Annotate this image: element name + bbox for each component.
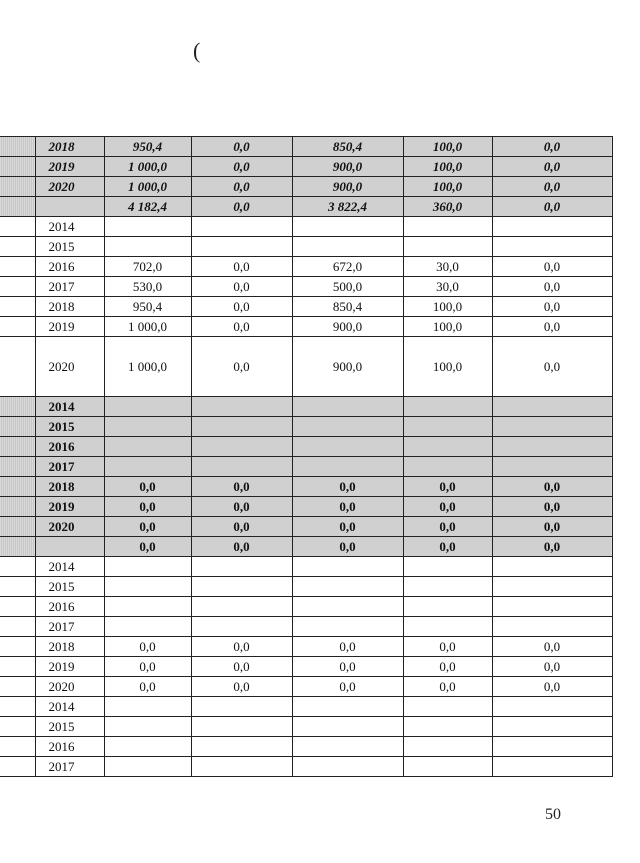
value-cell [191, 577, 292, 597]
value-cell [191, 557, 292, 577]
row-label-cell [0, 177, 35, 197]
row-label-cell [0, 697, 35, 717]
table-row [0, 217, 612, 237]
value-cell [191, 437, 292, 457]
value-cell: 0,0 [492, 317, 612, 337]
value-cell: 0,0 [492, 257, 612, 277]
value-cell: 0,0 [492, 177, 612, 197]
value-cell: 0,0 [492, 677, 612, 697]
value-cell [191, 237, 292, 257]
opening-parenthesis: ( [193, 38, 201, 63]
year-cell: 2016 [35, 737, 104, 757]
value-cell [492, 237, 612, 257]
year-cell: 2018 [35, 477, 104, 497]
table-row [0, 617, 612, 637]
value-cell: 702,0 [104, 257, 191, 277]
table-row [0, 497, 612, 517]
value-cell [191, 717, 292, 737]
year-cell [35, 537, 104, 557]
value-cell [403, 717, 492, 737]
year-cell: 2020 [35, 517, 104, 537]
value-cell [191, 217, 292, 237]
value-cell [292, 237, 403, 257]
value-cell: 30,0 [403, 257, 492, 277]
value-cell [104, 397, 191, 417]
row-label-cell [0, 237, 35, 257]
year-cell: 2020 [35, 677, 104, 697]
value-cell: 0,0 [292, 517, 403, 537]
value-cell [492, 457, 612, 477]
value-cell: 0,0 [191, 337, 292, 397]
value-cell: 100,0 [403, 157, 492, 177]
value-cell: 1 000,0 [104, 177, 191, 197]
value-cell: 0,0 [191, 637, 292, 657]
value-cell [292, 557, 403, 577]
value-cell [492, 717, 612, 737]
value-cell: 100,0 [403, 337, 492, 397]
value-cell [104, 697, 191, 717]
value-cell: 0,0 [104, 497, 191, 517]
value-cell: 0,0 [104, 537, 191, 557]
row-label-cell [0, 657, 35, 677]
value-cell: 0,0 [292, 477, 403, 497]
value-cell: 0,0 [492, 297, 612, 317]
table-row [0, 317, 612, 337]
value-cell: 0,0 [403, 537, 492, 557]
budget-table-fragment [0, 136, 612, 777]
value-cell: 1 000,0 [104, 337, 191, 397]
value-cell: 0,0 [403, 477, 492, 497]
value-cell [492, 697, 612, 717]
row-label-cell [0, 397, 35, 417]
value-cell: 0,0 [292, 637, 403, 657]
year-cell: 2016 [35, 597, 104, 617]
value-cell: 0,0 [191, 297, 292, 317]
value-cell: 0,0 [104, 477, 191, 497]
value-cell [492, 757, 612, 777]
value-cell: 0,0 [492, 137, 612, 157]
value-cell [492, 417, 612, 437]
value-cell [292, 417, 403, 437]
value-cell [292, 437, 403, 457]
table-row [0, 557, 612, 577]
value-cell [403, 457, 492, 477]
value-cell [104, 557, 191, 577]
value-cell: 0,0 [492, 537, 612, 557]
value-cell [403, 557, 492, 577]
value-cell [292, 597, 403, 617]
row-label-cell [0, 617, 35, 637]
value-cell: 1 000,0 [104, 157, 191, 177]
value-cell: 0,0 [292, 657, 403, 677]
value-cell: 0,0 [104, 517, 191, 537]
year-cell: 2018 [35, 637, 104, 657]
table-row [0, 297, 612, 317]
value-cell: 900,0 [292, 317, 403, 337]
value-cell [191, 737, 292, 757]
row-label-cell [0, 477, 35, 497]
value-cell: 530,0 [104, 277, 191, 297]
value-cell [191, 397, 292, 417]
year-cell: 2015 [35, 577, 104, 597]
row-label-cell [0, 637, 35, 657]
year-cell [35, 197, 104, 217]
row-label-cell [0, 157, 35, 177]
table-row [0, 757, 612, 777]
table-row [0, 257, 612, 277]
value-cell: 0,0 [403, 657, 492, 677]
value-cell [104, 617, 191, 637]
year-cell: 2020 [35, 337, 104, 397]
value-cell: 30,0 [403, 277, 492, 297]
value-cell: 0,0 [492, 517, 612, 537]
row-label-cell [0, 757, 35, 777]
year-cell: 2017 [35, 457, 104, 477]
year-cell: 2014 [35, 397, 104, 417]
value-cell: 360,0 [403, 197, 492, 217]
value-cell [104, 237, 191, 257]
value-cell: 0,0 [492, 477, 612, 497]
value-cell [104, 417, 191, 437]
value-cell [292, 217, 403, 237]
year-cell: 2017 [35, 757, 104, 777]
value-cell [403, 217, 492, 237]
value-cell [191, 417, 292, 437]
row-label-cell [0, 717, 35, 737]
value-cell [191, 757, 292, 777]
value-cell [403, 237, 492, 257]
row-label-cell [0, 277, 35, 297]
value-cell [292, 757, 403, 777]
value-cell [191, 457, 292, 477]
table-body [0, 137, 612, 777]
page-number: 50 [545, 806, 561, 823]
year-cell: 2015 [35, 717, 104, 737]
value-cell: 0,0 [191, 677, 292, 697]
row-label-cell [0, 437, 35, 457]
value-cell [492, 437, 612, 457]
value-cell [191, 597, 292, 617]
row-label-cell [0, 537, 35, 557]
year-cell: 2015 [35, 237, 104, 257]
value-cell: 0,0 [492, 157, 612, 177]
value-cell: 900,0 [292, 157, 403, 177]
row-label-cell [0, 557, 35, 577]
value-cell: 850,4 [292, 137, 403, 157]
value-cell: 0,0 [104, 657, 191, 677]
table-row [0, 277, 612, 297]
value-cell: 4 182,4 [104, 197, 191, 217]
row-label-cell [0, 597, 35, 617]
value-cell [104, 437, 191, 457]
value-cell: 0,0 [191, 197, 292, 217]
value-cell: 0,0 [191, 177, 292, 197]
value-cell [104, 737, 191, 757]
table-row [0, 577, 612, 597]
row-label-cell [0, 417, 35, 437]
value-cell [104, 457, 191, 477]
value-cell: 672,0 [292, 257, 403, 277]
value-cell: 0,0 [292, 537, 403, 557]
value-cell: 100,0 [403, 137, 492, 157]
value-cell [292, 617, 403, 637]
table-row [0, 397, 612, 417]
value-cell [492, 557, 612, 577]
row-label-cell [0, 217, 35, 237]
value-cell [403, 417, 492, 437]
value-cell: 0,0 [492, 497, 612, 517]
value-cell: 950,4 [104, 137, 191, 157]
value-cell [403, 577, 492, 597]
value-cell [403, 397, 492, 417]
value-cell: 0,0 [492, 277, 612, 297]
value-cell: 0,0 [403, 517, 492, 537]
value-cell [104, 597, 191, 617]
row-label-cell [0, 677, 35, 697]
value-cell: 0,0 [191, 537, 292, 557]
value-cell: 0,0 [191, 257, 292, 277]
table-row [0, 337, 612, 397]
value-cell: 0,0 [104, 637, 191, 657]
year-cell: 2014 [35, 217, 104, 237]
table-row [0, 157, 612, 177]
row-label-cell [0, 257, 35, 277]
table-row [0, 477, 612, 497]
table-row [0, 537, 612, 557]
value-cell: 0,0 [104, 677, 191, 697]
value-cell [292, 457, 403, 477]
value-cell [191, 697, 292, 717]
table-row [0, 597, 612, 617]
year-cell: 2014 [35, 697, 104, 717]
value-cell: 0,0 [191, 517, 292, 537]
year-cell: 2016 [35, 437, 104, 457]
value-cell: 0,0 [403, 677, 492, 697]
budget-table [0, 136, 613, 777]
table-row [0, 637, 612, 657]
value-cell: 0,0 [191, 277, 292, 297]
table-row [0, 137, 612, 157]
value-cell [104, 577, 191, 597]
row-label-cell [0, 577, 35, 597]
value-cell: 0,0 [492, 197, 612, 217]
row-label-cell [0, 197, 35, 217]
year-cell: 2019 [35, 317, 104, 337]
year-cell: 2017 [35, 277, 104, 297]
year-cell: 2015 [35, 417, 104, 437]
value-cell: 900,0 [292, 177, 403, 197]
value-cell [292, 717, 403, 737]
row-label-cell [0, 517, 35, 537]
value-cell: 100,0 [403, 297, 492, 317]
value-cell [492, 737, 612, 757]
value-cell: 0,0 [191, 137, 292, 157]
table-row [0, 197, 612, 217]
row-label-cell [0, 457, 35, 477]
value-cell [104, 717, 191, 737]
value-cell: 500,0 [292, 277, 403, 297]
table-row [0, 237, 612, 257]
row-label-cell [0, 317, 35, 337]
year-cell: 2016 [35, 257, 104, 277]
value-cell [292, 697, 403, 717]
value-cell: 3 822,4 [292, 197, 403, 217]
value-cell: 0,0 [492, 657, 612, 677]
value-cell [492, 617, 612, 637]
value-cell: 0,0 [191, 657, 292, 677]
table-row [0, 437, 612, 457]
value-cell [104, 757, 191, 777]
row-label-cell [0, 337, 35, 397]
value-cell [492, 577, 612, 597]
table-row [0, 657, 612, 677]
year-cell: 2019 [35, 157, 104, 177]
value-cell [403, 597, 492, 617]
row-label-cell [0, 137, 35, 157]
year-cell: 2014 [35, 557, 104, 577]
value-cell [403, 617, 492, 637]
year-cell: 2019 [35, 657, 104, 677]
value-cell [191, 617, 292, 637]
value-cell [403, 437, 492, 457]
row-label-cell [0, 497, 35, 517]
value-cell [292, 577, 403, 597]
value-cell [292, 397, 403, 417]
year-cell: 2018 [35, 297, 104, 317]
value-cell [492, 217, 612, 237]
value-cell: 950,4 [104, 297, 191, 317]
value-cell: 0,0 [191, 477, 292, 497]
year-cell: 2017 [35, 617, 104, 637]
table-row [0, 177, 612, 197]
value-cell: 100,0 [403, 317, 492, 337]
year-cell: 2020 [35, 177, 104, 197]
value-cell: 0,0 [292, 677, 403, 697]
value-cell [292, 737, 403, 757]
value-cell: 0,0 [191, 157, 292, 177]
year-cell: 2018 [35, 137, 104, 157]
row-label-cell [0, 297, 35, 317]
table-row [0, 737, 612, 757]
value-cell [403, 697, 492, 717]
table-row [0, 697, 612, 717]
value-cell [492, 597, 612, 617]
table-row [0, 517, 612, 537]
value-cell: 0,0 [492, 637, 612, 657]
value-cell [492, 397, 612, 417]
table-row [0, 677, 612, 697]
row-label-cell [0, 737, 35, 757]
value-cell: 0,0 [403, 637, 492, 657]
value-cell: 100,0 [403, 177, 492, 197]
value-cell: 900,0 [292, 337, 403, 397]
table-row [0, 417, 612, 437]
value-cell: 0,0 [403, 497, 492, 517]
value-cell: 0,0 [292, 497, 403, 517]
value-cell: 0,0 [492, 337, 612, 397]
year-cell: 2019 [35, 497, 104, 517]
value-cell: 1 000,0 [104, 317, 191, 337]
value-cell [104, 217, 191, 237]
value-cell [403, 757, 492, 777]
table-row [0, 457, 612, 477]
table-row [0, 717, 612, 737]
value-cell: 850,4 [292, 297, 403, 317]
value-cell: 0,0 [191, 497, 292, 517]
value-cell: 0,0 [191, 317, 292, 337]
value-cell [403, 737, 492, 757]
